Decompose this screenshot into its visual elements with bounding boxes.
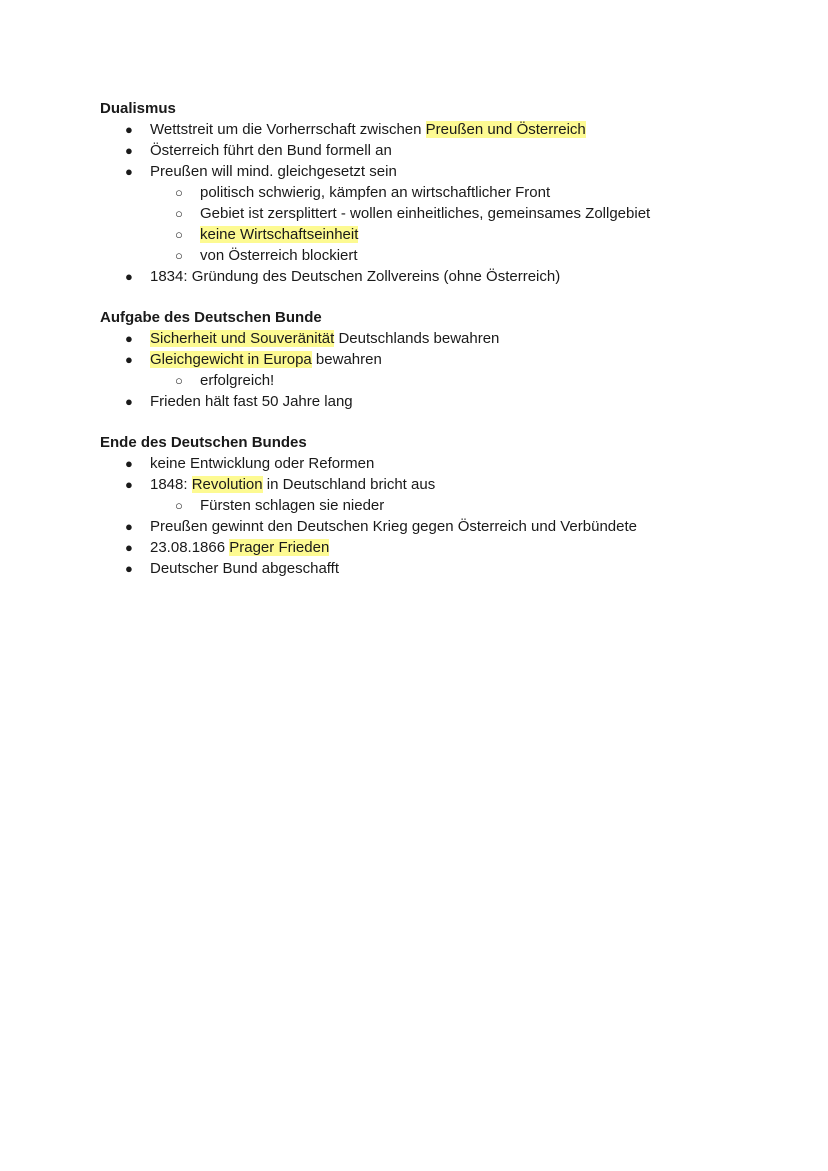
list-item bbox=[100, 161, 800, 182]
circle-bullet-icon: ○ bbox=[175, 185, 183, 200]
list-item bbox=[100, 474, 800, 495]
highlighted-text: keine Wirtschaftseinheit bbox=[200, 226, 359, 243]
bullet-icon: ● bbox=[125, 143, 133, 158]
circle-bullet-icon: ○ bbox=[175, 206, 183, 221]
section-title: Ende des Deutschen Bundes bbox=[100, 434, 307, 451]
bullet-icon: ● bbox=[125, 456, 133, 471]
list-item bbox=[100, 349, 800, 370]
item-text: Preußen gewinnt den Deutschen Krieg gegen Österreich und Verbündete bbox=[150, 518, 637, 535]
item-text: keine Entwicklung oder Reformen bbox=[150, 455, 375, 472]
list-item bbox=[100, 119, 800, 140]
bullet-icon: ● bbox=[125, 164, 133, 179]
bullet-icon: ● bbox=[125, 269, 133, 284]
item-text: 1834: Gründung des Deutschen Zollvereins (ohne Österreich) bbox=[150, 268, 561, 285]
bullet-icon: ● bbox=[125, 561, 133, 576]
item-text: 1848: bbox=[150, 476, 192, 493]
item-text: von Österreich blockiert bbox=[200, 247, 358, 264]
bullet-icon: ● bbox=[125, 477, 133, 492]
item-text: Deutschlands bewahren bbox=[334, 330, 500, 347]
circle-bullet-icon: ○ bbox=[175, 373, 183, 388]
list-item bbox=[100, 558, 800, 579]
highlighted-text: Preußen und Österreich bbox=[425, 121, 586, 138]
section-ende bbox=[100, 432, 800, 579]
item-text: Preußen will mind. gleichgesetzt sein bbox=[150, 163, 397, 180]
sub-list-item bbox=[100, 182, 800, 203]
bullet-list bbox=[100, 328, 800, 412]
item-text: Frieden hält fast 50 Jahre lang bbox=[150, 393, 353, 410]
sub-list-item bbox=[100, 495, 800, 516]
list-item bbox=[100, 328, 800, 349]
item-text: Wettstreit um die Vorherrschaft zwischen bbox=[150, 121, 426, 138]
bullet-icon: ● bbox=[125, 540, 133, 555]
bullet-list bbox=[100, 119, 800, 287]
sub-list-item bbox=[100, 203, 800, 224]
list-item bbox=[100, 391, 800, 412]
item-text: Gebiet ist zersplittert - wollen einheitliches, gemeinsames Zollgebiet bbox=[200, 205, 651, 222]
bullet-icon: ● bbox=[125, 519, 133, 534]
circle-bullet-icon: ○ bbox=[175, 227, 183, 242]
item-text: in Deutschland bricht aus bbox=[262, 476, 436, 493]
item-text: Österreich führt den Bund formell an bbox=[150, 142, 392, 159]
bullet-icon: ● bbox=[125, 122, 133, 137]
sub-list-item bbox=[100, 245, 800, 266]
circle-bullet-icon: ○ bbox=[175, 248, 183, 263]
item-text: 23.08.1866 bbox=[150, 539, 230, 556]
circle-bullet-icon: ○ bbox=[175, 498, 183, 513]
highlighted-text: Sicherheit und Souveränität bbox=[150, 330, 335, 347]
highlighted-text: Gleichgewicht in Europa bbox=[150, 351, 312, 368]
sub-list-item bbox=[100, 224, 800, 245]
item-text: erfolgreich! bbox=[200, 372, 275, 389]
bullet-icon: ● bbox=[125, 394, 133, 409]
list-item bbox=[100, 537, 800, 558]
section-title: Aufgabe des Deutschen Bunde bbox=[100, 309, 322, 326]
bullet-list bbox=[100, 453, 800, 579]
section-dualismus bbox=[100, 98, 800, 287]
bullet-icon: ● bbox=[125, 352, 133, 367]
list-item bbox=[100, 140, 800, 161]
list-item bbox=[100, 516, 800, 537]
item-text: Fürsten schlagen sie nieder bbox=[200, 497, 385, 514]
bullet-icon: ● bbox=[125, 331, 133, 346]
list-item bbox=[100, 453, 800, 474]
section-title: Dualismus bbox=[100, 100, 176, 117]
highlighted-text: Revolution bbox=[191, 476, 263, 493]
item-text: politisch schwierig, kämpfen an wirtschaftlicher Front bbox=[200, 184, 551, 201]
list-item bbox=[100, 266, 800, 287]
sub-list-item bbox=[100, 370, 800, 391]
item-text: bewahren bbox=[311, 351, 382, 368]
item-text: Deutscher Bund abgeschafft bbox=[150, 560, 340, 577]
highlighted-text: Prager Frieden bbox=[229, 539, 330, 556]
section-aufgabe bbox=[100, 307, 800, 412]
